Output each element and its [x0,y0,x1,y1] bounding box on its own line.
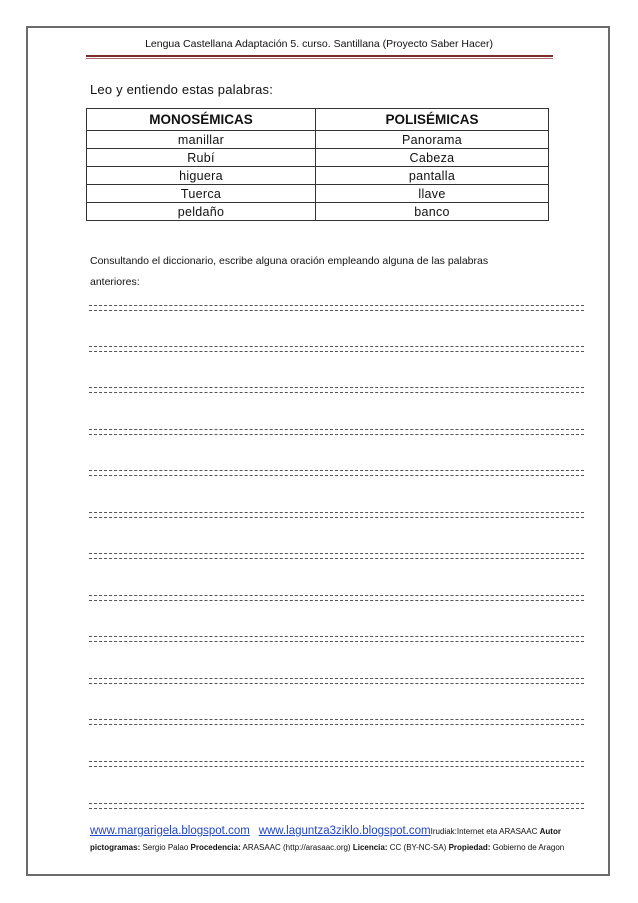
footer-source: Irudiak:Internet eta ARASAAC [430,827,538,836]
footer-propiedad-value: Gobierno de Aragon [492,843,565,852]
footer-autor-label: Autor pictogramas: [90,827,561,852]
table-row [87,203,549,221]
header-monosemicas: MONOSÉMICAS [87,109,316,131]
table-cell: pantalla [316,167,549,185]
writing-line[interactable] [89,470,584,476]
header-rule-thin [86,58,553,59]
header-rule [86,55,553,57]
writing-line[interactable] [89,761,584,767]
intro-text: Leo y entiendo estas palabras: [90,82,274,97]
table-header-row [87,109,549,131]
page-footer [90,823,610,856]
table-row [87,149,549,167]
footer-procedencia-label: Procedencia: [190,843,241,852]
instruction-text: Consultando el diccionario, escribe alguna oración empleando alguna de las palabras anteriores: [90,255,489,288]
writing-line[interactable] [89,346,584,352]
header-polisemicas: POLISÉMICAS [316,109,549,131]
footer-licencia-value: CC (BY-NC-SA) [389,843,447,852]
writing-line[interactable] [89,305,584,311]
footer-autor-value: Sergio Palao [142,843,189,852]
table-cell: Cabeza [316,149,549,167]
table-cell: llave [316,185,549,203]
table-cell: banco [316,203,549,221]
table-row [87,185,549,203]
table-cell: manillar [87,131,316,149]
writing-line[interactable] [89,429,584,435]
words-table [86,108,549,221]
table-cell: Tuerca [87,185,316,203]
table-cell: higuera [87,167,316,185]
writing-line[interactable] [89,512,584,518]
table-cell: peldaño [87,203,316,221]
table-cell: Rubí [87,149,316,167]
writing-line[interactable] [89,719,584,725]
writing-line[interactable] [89,553,584,559]
footer-procedencia-value: ARASAAC (http://arasaac.org) [242,843,351,852]
footer-licencia-label: Licencia: [352,843,388,852]
table-row [87,167,549,185]
table-row [87,131,549,149]
footer-propiedad-label: Propiedad: [448,843,491,852]
writing-line[interactable] [89,803,584,809]
footer-link-margarigela[interactable]: www.margarigela.blogspot.com [90,825,250,837]
table-cell: Panorama [316,131,549,149]
writing-line[interactable] [89,595,584,601]
writing-line[interactable] [89,636,584,642]
page-header: Lengua Castellana Adaptación 5. curso. Santillana (Proyecto Saber Hacer) [145,38,493,50]
writing-line[interactable] [89,678,584,684]
writing-line[interactable] [89,387,584,393]
footer-link-laguntza[interactable]: www.laguntza3ziklo.blogspot.com [258,825,431,837]
